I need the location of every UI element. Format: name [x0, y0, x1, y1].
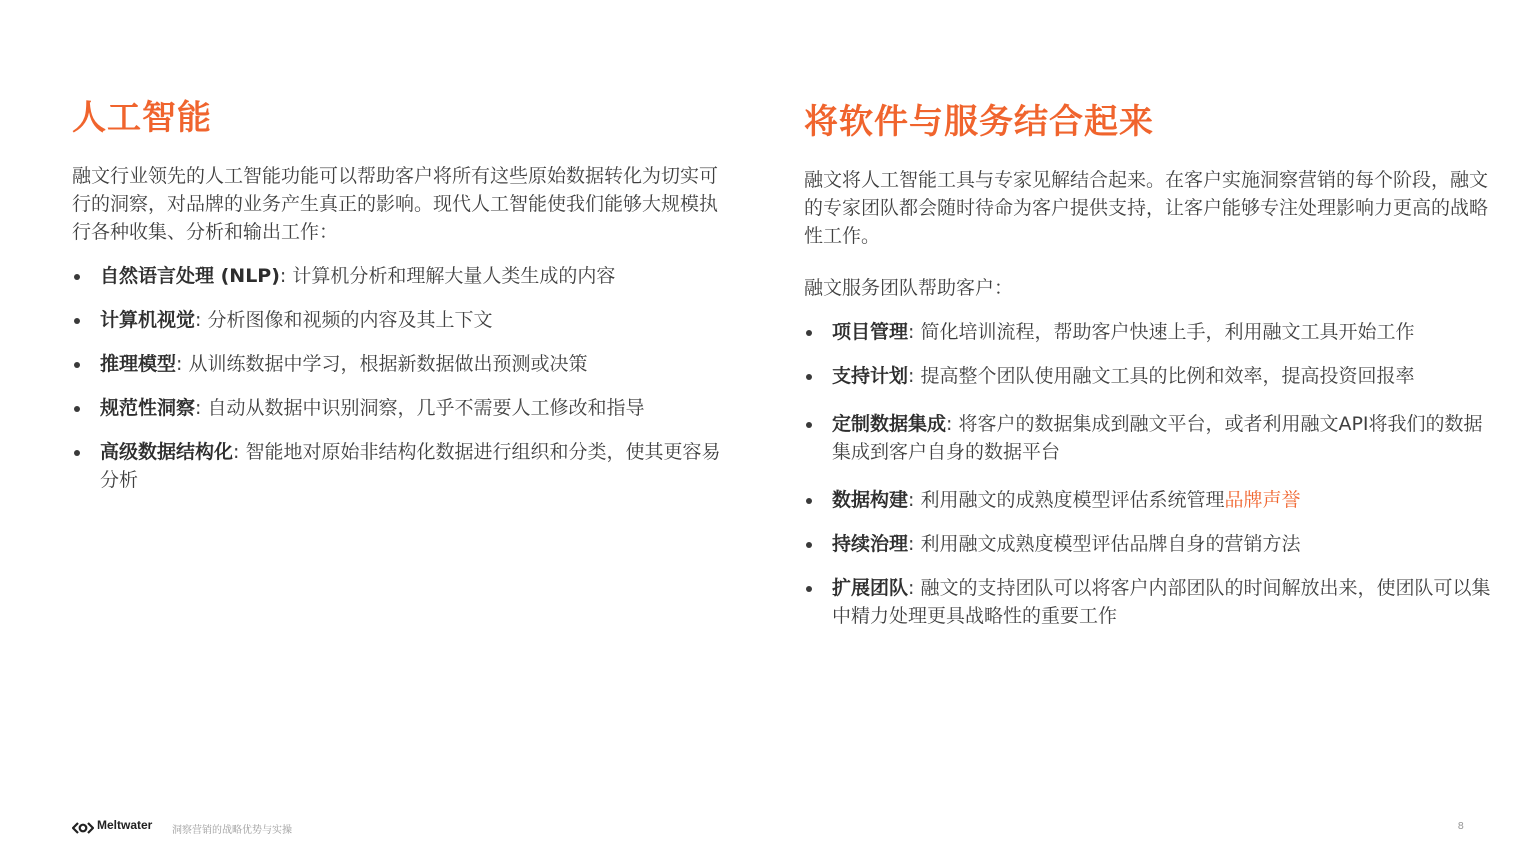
bullet-icon [74, 406, 80, 412]
bullet-text: : 利用融文成熟度模型评估品牌自身的营销方法 [908, 533, 1301, 555]
bullet-text: : 提高整个团队使用融文工具的比例和效率，提高投资回报率 [908, 365, 1415, 387]
bullet-icon [806, 542, 812, 548]
list-item [72, 394, 722, 422]
meltwater-logo-icon [72, 819, 94, 831]
list-item [804, 318, 1494, 346]
page-footer [72, 818, 1464, 838]
left-intro: 融文行业领先的人工智能功能可以帮助客户将所有这些原始数据转化为切实可行的洞察，对品牌的业务产生真正的影响。现代人工智能使我们能够大规模执行各种收集、分析和输出工作： [72, 165, 719, 243]
list-item [804, 410, 1494, 466]
bullet-text: : 智能地对原始非结构化数据进行组织和分类，使其更容易分析 [100, 441, 721, 491]
bullet-term: 持续治理 [832, 533, 909, 555]
bullet-icon [74, 274, 80, 280]
list-item [72, 438, 722, 494]
brand-reputation-link[interactable]: 品牌声誉 [1224, 489, 1301, 511]
bullet-term: 计算机视觉 [100, 309, 196, 331]
bullet-icon [74, 362, 80, 368]
bullet-icon [806, 498, 812, 504]
bullet-term: 扩展团队 [832, 577, 909, 599]
bullet-icon [806, 330, 812, 336]
bullet-term: 定制数据集成 [832, 413, 947, 435]
list-item [72, 262, 722, 290]
right-column [804, 96, 1494, 646]
bullet-icon [74, 318, 80, 324]
bullet-text: : 从训练数据中学习，根据新数据做出预测或决策 [176, 353, 588, 375]
list-item [72, 306, 722, 334]
page-number: 8 [1457, 821, 1464, 832]
bullet-term: 自然语言处理 (NLP) [100, 265, 280, 287]
bullet-text: : 简化培训流程，帮助客户快速上手，利用融文工具开始工作 [908, 321, 1415, 343]
left-heading: 人工智能 [72, 98, 212, 138]
right-bullet-list [804, 318, 1494, 630]
bullet-term: 推理模型 [100, 353, 177, 375]
bullet-term: 项目管理 [832, 321, 909, 343]
list-item [804, 530, 1494, 558]
meltwater-logo [72, 818, 152, 832]
list-item [804, 362, 1494, 390]
bullet-text: : 融文的支持团队可以将客户内部团队的时间解放出来，使团队可以集中精力处理更具战略性的重要工作 [832, 577, 1491, 627]
right-intro: 融文将人工智能工具与专家见解结合起来。在客户实施洞察营销的每个阶段，融文的专家团队都会随时待命为客户提供支持，让客户能够专注处理影响力更高的战略性工作。 [804, 169, 1489, 247]
bullet-icon [806, 422, 812, 428]
left-bullet-list [72, 262, 722, 494]
bullet-icon [806, 586, 812, 592]
bullet-text: : 利用融文的成熟度模型评估系统管理 [908, 489, 1225, 511]
bullet-text: : 自动从数据中识别洞察，几乎不需要人工修改和指导 [195, 397, 645, 419]
bullet-term: 规范性洞察 [100, 397, 196, 419]
bullet-text: : 将客户的数据集成到融文平台，或者利用融文API将我们的数据集成到客户自身的数据平台 [832, 413, 1483, 463]
list-item [804, 574, 1494, 630]
bullet-icon [806, 374, 812, 380]
bullet-term: 数据构建 [832, 489, 909, 511]
document-title: 洞察营销的战略优势与实操 [172, 825, 292, 836]
bullet-icon [74, 450, 80, 456]
right-heading: 将软件与服务结合起来 [804, 102, 1154, 142]
right-intro-lead: 融文服务团队帮助客户： [804, 277, 1014, 299]
logo-text: Meltwater [97, 818, 153, 832]
list-item [72, 350, 722, 378]
bullet-text: : 分析图像和视频的内容及其上下文 [195, 309, 493, 331]
bullet-text: : 计算机分析和理解大量人类生成的内容 [279, 265, 616, 287]
bullet-term: 支持计划 [832, 365, 909, 387]
bullet-term: 高级数据结构化 [100, 441, 234, 463]
list-item [804, 486, 1494, 514]
left-column [72, 96, 722, 510]
